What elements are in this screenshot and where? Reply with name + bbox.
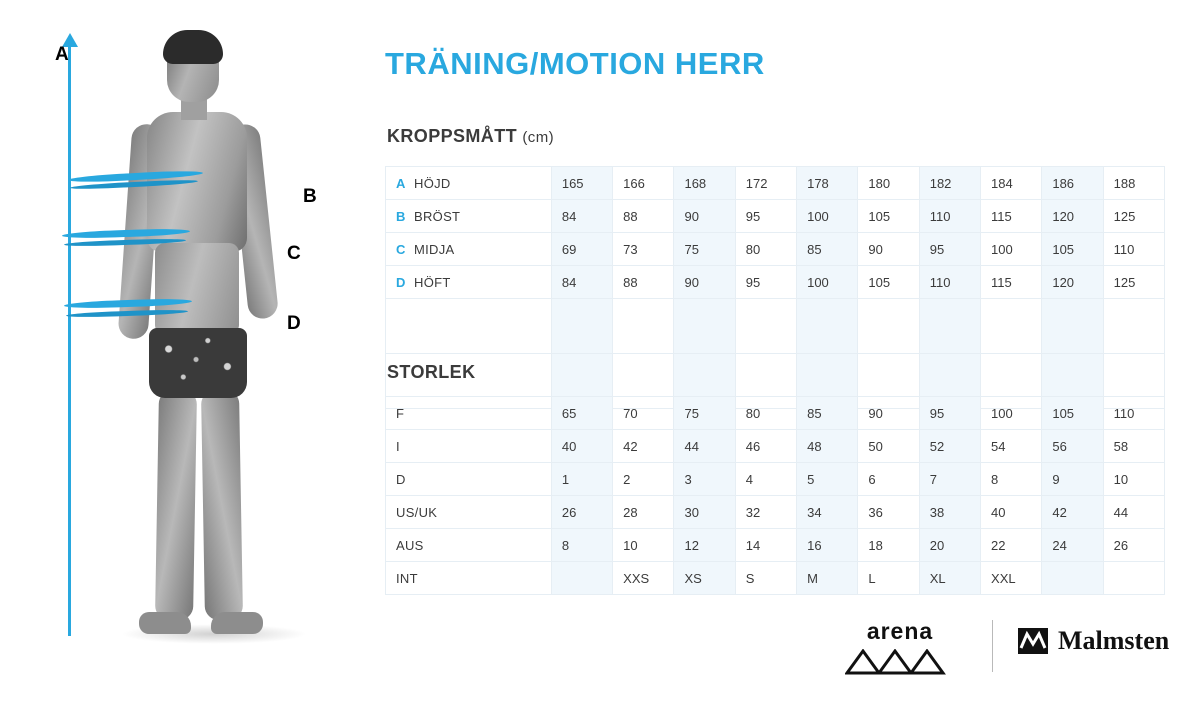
cell: L <box>858 562 919 595</box>
cell: 48 <box>797 430 858 463</box>
cell: 12 <box>674 529 735 562</box>
cell: 100 <box>797 266 858 299</box>
cell: 26 <box>551 496 612 529</box>
cell: 84 <box>551 266 612 299</box>
cell: 110 <box>919 266 980 299</box>
row-label-i: I <box>386 430 552 463</box>
cell: 125 <box>1103 266 1164 299</box>
cell: 90 <box>858 233 919 266</box>
cell: 95 <box>735 200 796 233</box>
cell <box>1103 299 1164 354</box>
cell: 44 <box>674 430 735 463</box>
arena-mark-icon <box>845 649 955 675</box>
arena-wordmark: arena <box>866 618 934 644</box>
cell: 42 <box>1042 496 1103 529</box>
row-label-f: F <box>386 397 552 430</box>
cell: 100 <box>981 233 1042 266</box>
cell: 75 <box>674 233 735 266</box>
cell: 115 <box>981 200 1042 233</box>
cell: 42 <box>613 430 674 463</box>
cell: 18 <box>858 529 919 562</box>
diagram-label-d: D <box>287 313 301 334</box>
table-row <box>386 233 1165 266</box>
malmsten-wordmark: Malmsten <box>1058 626 1170 655</box>
figure-swim-brief <box>149 328 247 398</box>
row-letter: D <box>396 274 406 290</box>
cell: 88 <box>613 266 674 299</box>
malmsten-logo <box>1016 626 1169 656</box>
cell: 115 <box>981 266 1042 299</box>
row-label-hip <box>386 266 552 299</box>
cell: 38 <box>919 496 980 529</box>
cell: 110 <box>919 200 980 233</box>
cell: 80 <box>735 233 796 266</box>
cell: 30 <box>674 496 735 529</box>
cell: 8 <box>981 463 1042 496</box>
cell: 95 <box>919 397 980 430</box>
row-label-waist <box>386 233 552 266</box>
cell: 5 <box>797 463 858 496</box>
cell: S <box>735 562 796 595</box>
body-measurements-heading-text: KROPPSMÅTT <box>387 126 517 146</box>
diagram-label-c: C <box>287 243 301 264</box>
cell: 184 <box>981 167 1042 200</box>
cell <box>1042 299 1103 354</box>
cell <box>613 299 674 354</box>
arena-logo <box>840 618 960 680</box>
cell: 1 <box>551 463 612 496</box>
table-row <box>386 200 1165 233</box>
cell: 186 <box>1042 167 1103 200</box>
cell: 85 <box>797 397 858 430</box>
table-row <box>386 496 1165 529</box>
cell: 100 <box>981 397 1042 430</box>
row-label-text: MIDJA <box>414 241 455 257</box>
cell: 105 <box>1042 397 1103 430</box>
row-label-int: INT <box>386 562 552 595</box>
cell: 188 <box>1103 167 1164 200</box>
cell <box>981 299 1042 354</box>
table-row <box>386 397 1165 430</box>
cell: 75 <box>674 397 735 430</box>
cell: 110 <box>1103 233 1164 266</box>
cell: 28 <box>613 496 674 529</box>
cell: 172 <box>735 167 796 200</box>
cell: 16 <box>797 529 858 562</box>
cell: 95 <box>735 266 796 299</box>
table-row <box>386 562 1165 595</box>
cell: 90 <box>858 397 919 430</box>
cell: 34 <box>797 496 858 529</box>
row-letter: A <box>396 175 406 191</box>
cell: 4 <box>735 463 796 496</box>
figure-right-leg <box>201 390 243 621</box>
cell <box>858 299 919 354</box>
cell: 14 <box>735 529 796 562</box>
row-label-height <box>386 167 552 200</box>
cell <box>386 299 552 354</box>
cell: 20 <box>919 529 980 562</box>
row-label-text: BRÖST <box>414 208 461 224</box>
cell: 84 <box>551 200 612 233</box>
cell: M <box>797 562 858 595</box>
cell <box>797 299 858 354</box>
cell: 70 <box>613 397 674 430</box>
cell: XS <box>674 562 735 595</box>
cell: 36 <box>858 496 919 529</box>
cell: 95 <box>919 233 980 266</box>
cell: 105 <box>858 200 919 233</box>
diagram-label-b: B <box>303 186 317 207</box>
figure-right-foot <box>211 612 263 634</box>
cell: 2 <box>613 463 674 496</box>
cell: 54 <box>981 430 1042 463</box>
cell: 110 <box>1103 397 1164 430</box>
cell: 10 <box>613 529 674 562</box>
cell: 165 <box>551 167 612 200</box>
table-row <box>386 529 1165 562</box>
cell: 40 <box>551 430 612 463</box>
cell <box>735 299 796 354</box>
cell: 52 <box>919 430 980 463</box>
cell: 9 <box>1042 463 1103 496</box>
cell: 166 <box>613 167 674 200</box>
cell: 105 <box>858 266 919 299</box>
male-model-illustration <box>105 28 335 648</box>
row-label-chest <box>386 200 552 233</box>
cell: 125 <box>1103 200 1164 233</box>
cell: 46 <box>735 430 796 463</box>
cell: XXL <box>981 562 1042 595</box>
diagram-label-a: A <box>55 44 69 65</box>
size-table <box>385 396 1165 595</box>
cell: 58 <box>1103 430 1164 463</box>
cell: 6 <box>858 463 919 496</box>
cell: 3 <box>674 463 735 496</box>
row-label-us-uk: US/UK <box>386 496 552 529</box>
table-row <box>386 430 1165 463</box>
cell <box>1042 562 1103 595</box>
cell: 65 <box>551 397 612 430</box>
row-label-text: HÖFT <box>414 274 451 290</box>
cell <box>551 562 612 595</box>
cell: 50 <box>858 430 919 463</box>
cell: 22 <box>981 529 1042 562</box>
cell: 80 <box>735 397 796 430</box>
cell: 73 <box>613 233 674 266</box>
page-title: TRÄNING/MOTION HERR <box>385 46 765 81</box>
body-measurements-heading <box>387 126 554 147</box>
size-chart-content <box>385 0 1165 720</box>
cell: 105 <box>1042 233 1103 266</box>
figure-hair <box>163 30 223 64</box>
cell <box>1103 562 1164 595</box>
cell: 88 <box>613 200 674 233</box>
cell <box>919 299 980 354</box>
body-measurements-unit: (cm) <box>522 129 554 146</box>
cell: 180 <box>858 167 919 200</box>
row-letter: B <box>396 208 406 224</box>
row-label-aus: AUS <box>386 529 552 562</box>
cell: 32 <box>735 496 796 529</box>
table-spacer-row <box>386 299 1165 354</box>
cell <box>551 299 612 354</box>
cell: XXS <box>613 562 674 595</box>
body-diagram-panel <box>0 0 370 720</box>
cell: 56 <box>1042 430 1103 463</box>
cell: 24 <box>1042 529 1103 562</box>
cell: 85 <box>797 233 858 266</box>
cell: 8 <box>551 529 612 562</box>
cell <box>674 299 735 354</box>
cell: 7 <box>919 463 980 496</box>
figure-abdomen <box>155 243 239 333</box>
cell: 90 <box>674 200 735 233</box>
footer-logos <box>840 618 1170 682</box>
malmsten-mark-icon <box>1016 626 1050 656</box>
cell: 120 <box>1042 266 1103 299</box>
height-axis-line <box>68 44 71 636</box>
table-row <box>386 167 1165 200</box>
cell: 44 <box>1103 496 1164 529</box>
logo-divider <box>992 620 993 672</box>
body-measurements-table <box>385 166 1165 409</box>
cell: 168 <box>674 167 735 200</box>
cell: 40 <box>981 496 1042 529</box>
cell: 120 <box>1042 200 1103 233</box>
row-letter: C <box>396 241 406 257</box>
cell: 90 <box>674 266 735 299</box>
size-heading: STORLEK <box>387 362 476 382</box>
row-label-d: D <box>386 463 552 496</box>
figure-left-leg <box>155 390 197 621</box>
row-label-text: HÖJD <box>414 175 451 191</box>
cell: 178 <box>797 167 858 200</box>
cell: 182 <box>919 167 980 200</box>
cell: 100 <box>797 200 858 233</box>
table-row <box>386 266 1165 299</box>
figure-left-foot <box>139 612 191 634</box>
cell: 69 <box>551 233 612 266</box>
cell: 26 <box>1103 529 1164 562</box>
cell: 10 <box>1103 463 1164 496</box>
table-row <box>386 463 1165 496</box>
cell: XL <box>919 562 980 595</box>
